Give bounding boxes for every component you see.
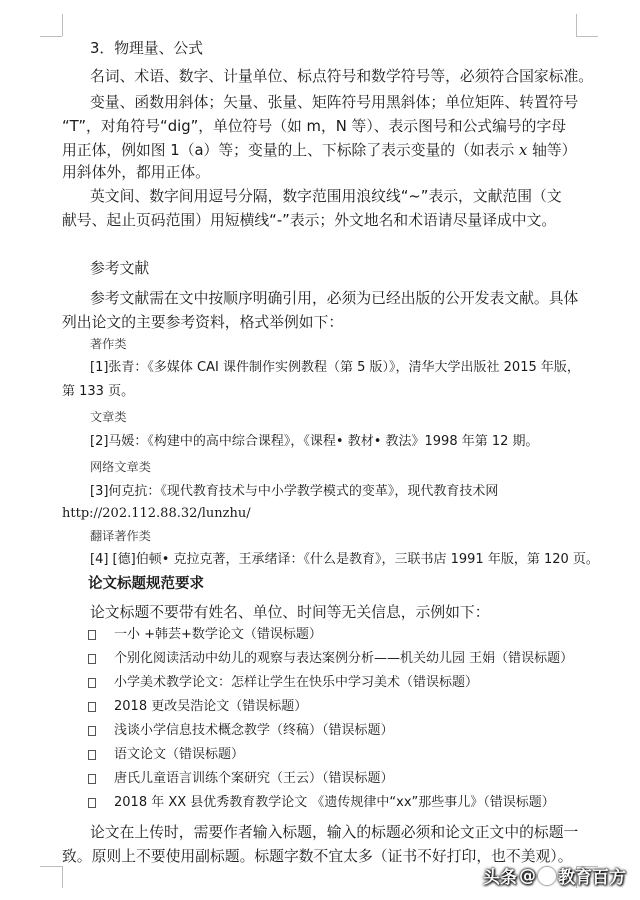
example-8: 2018 年 XX 县优秀教育教学论文 《遗传规律中“xx”那些事儿》（错误标题） [114, 795, 555, 810]
crop-mark-bottom-left [62, 866, 63, 888]
crop-mark-top-left [62, 14, 63, 36]
example-7: 唐氏儿童语言训练个案研究（王云）（错误标题） [114, 771, 394, 786]
ref-category-books: 著作类 [90, 337, 127, 351]
ref-2: [2]马媛：《构建中的高中综合课程》，《课程• 教材• 教法》1998 年第 12 期。 [90, 434, 539, 449]
title-rules-outro-line-1: 论文在上传时，需要作者输入标题，输入的标题必须和论文正文中的标题一 [90, 824, 579, 841]
crop-mark-bottom-left-h [40, 866, 62, 867]
physics-paragraph-2-line-3 [62, 142, 576, 160]
physics-paragraph-2-line-4: 用斜体外，都用正体。 [62, 164, 210, 181]
ref-category-articles: 文章类 [90, 410, 127, 424]
physics-paragraph-3-line-2: 献号、起止页码范围）用短横线“-”表示；外文地名和术语请尽量译成中文。 [62, 212, 557, 229]
crop-mark-top-right [576, 14, 577, 36]
bullet-icon [88, 798, 96, 808]
ref-3-line-1: [3]何克抗：《现代教育技术与中小学教学模式的变革》，现代教育技术网 [90, 484, 499, 499]
physics-paragraph-2-line-1: 变量、函数用斜体；矢量、张量、矩阵符号用黑斜体；单位矩阵、转置符号 [90, 94, 579, 111]
italic-x: x [519, 142, 528, 159]
crop-mark-top-left-h [40, 36, 62, 37]
ref-3-url: http://202.112.88.32/lunzhu/ [62, 506, 251, 521]
bullet-icon [88, 678, 96, 688]
bullet-icon [88, 630, 96, 640]
physics-paragraph-3-line-1: 英文间、数字间用逗号分隔，数字范围用浪纹线“~”表示，文献范围（文 [90, 188, 562, 205]
ref-category-web: 网络文章类 [90, 460, 151, 474]
example-4: 2018 更改吴浩论文（错误标题） [114, 699, 308, 714]
line-3-text: 用正体，例如图 1（a）等；变量的上、下标除了表示变量的（如表示 [62, 142, 520, 159]
bullet-icon [88, 702, 96, 712]
watermark-prefix: 头条 [483, 868, 517, 888]
watermark [483, 863, 626, 888]
example-2: 个别化阅读活动中幼儿的观察与表达案例分析——机关幼儿园 王娟（错误标题） [114, 651, 574, 666]
bullet-icon [88, 654, 96, 664]
title-rules-intro: 论文标题不要带有姓名、单位、时间等无关信息，示例如下： [90, 604, 490, 621]
references-intro-line-2: 列出论文的主要参考资料，格式举例如下： [62, 314, 344, 331]
crop-mark-top-right-h [576, 36, 598, 37]
example-3: 小学美术教学论文：怎样让学生在快乐中学习美术（错误标题） [114, 675, 479, 690]
watermark-name: 教育百方 [558, 868, 626, 888]
example-5: 浅谈小学信息技术概念教学（终稿）（错误标题） [114, 723, 394, 738]
ref-category-translated: 翻译著作类 [90, 529, 151, 543]
bullet-icon [88, 726, 96, 736]
example-1: 一小 +韩芸+数学论文（错误标题） [114, 627, 322, 642]
references-heading: 参考文献 [90, 260, 150, 277]
ref-1-line-1: [1]张青：《多媒体 CAI 课件制作实例教程（第 5 版）》，清华大学出版社 2015 年版， [90, 360, 580, 375]
physics-paragraph-2-line-2: “T”，对角符号“dig”，单位符号（如 m，N 等）、表示图号和公式编号的字母 [62, 118, 567, 135]
example-6: 语文论文（错误标题） [114, 747, 245, 762]
watermark-at: @ [519, 865, 536, 886]
physics-heading: 3．物理量、公式 [90, 40, 203, 57]
ref-1-line-2: 第 133 页。 [62, 384, 135, 399]
physics-paragraph-1: 名词、术语、数字、计量单位、标点符号和数学符号等，必须符合国家标准。 [90, 68, 594, 85]
bullet-icon [88, 750, 96, 760]
bullet-icon [88, 774, 96, 784]
references-intro-line-1: 参考文献需在文中按顺序明确引用，必须为已经出版的公开发表文献。具体 [90, 290, 579, 307]
title-rules-outro-line-2: 致。原则上不要使用副标题。标题字数不宜太多（证书不好打印，也不美观）。 [62, 848, 573, 865]
ref-4: [4] [德]伯顿• 克拉克著，王承绪译：《什么是教育》，三联书店 1991 年版，第 120 页。 [90, 552, 599, 567]
watermark-logo-icon [538, 867, 556, 885]
title-rules-heading: 论文标题规范要求 [88, 576, 204, 592]
line-3-end: 轴等） [527, 142, 577, 159]
